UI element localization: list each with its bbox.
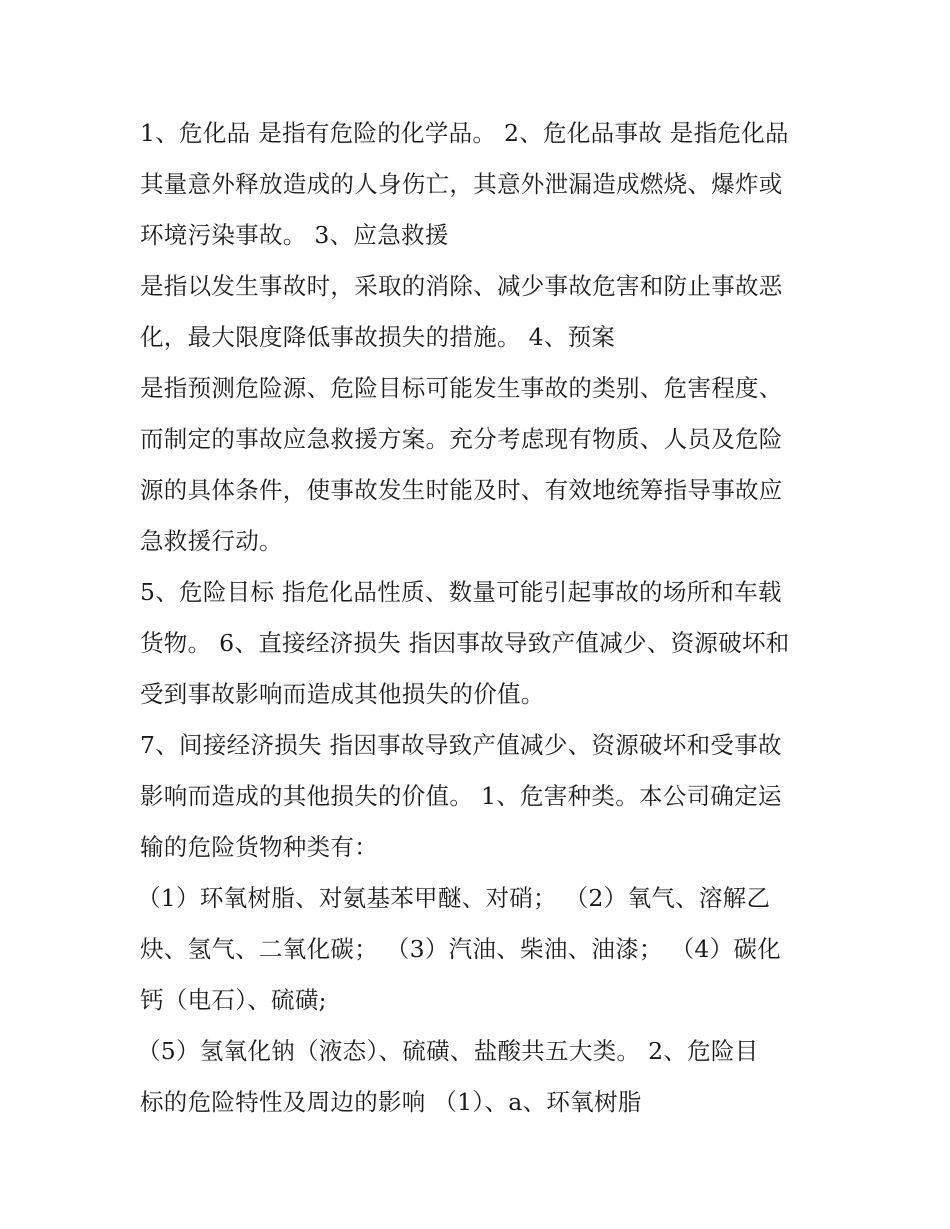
text-line: 影响而造成的其他损失的价值。 1、危害种类。本公司确定运 <box>140 782 782 810</box>
text-line: 急救援行动。 <box>140 527 283 555</box>
text-line: 是指预测危险源、危险目标可能发生事故的类别、危害程度、 <box>140 374 783 402</box>
text-line: 环境污染事故。 3、应急救援 <box>140 221 449 249</box>
text-line: 输的危险货物种类有： <box>140 833 378 861</box>
text-line: 而制定的事故应急救援方案。充分考虑现有物质、人员及危险 <box>140 425 783 453</box>
text-line: 其量意外释放造成的人身伤亡，其意外泄漏造成燃烧、爆炸或 <box>140 170 783 198</box>
text-line: 标的危险特性及周边的影响 （1）、a、环氧树脂 <box>140 1088 642 1116</box>
text-line: 是指以发生事故时，采取的消除、减少事故危害和防止事故恶 <box>140 272 783 300</box>
text-line: 7、间接经济损失 指因事故导致产值减少、资源破坏和受事故 <box>140 731 782 759</box>
text-line: 钙（电石）、硫磺; <box>140 986 327 1014</box>
text-line: 源的具体条件，使事故发生时能及时、有效地统筹指导事故应 <box>140 476 783 504</box>
document-body <box>137 108 820 1128</box>
text-line: （1）环氧树脂、对氨基苯甲醚、对硝； （2）氧气、溶解乙 <box>137 884 771 912</box>
text-line: 受到事故影响而造成其他损失的价值。 <box>140 680 545 708</box>
text-line: 化，最大限度降低事故损失的措施。 4、预案 <box>140 323 616 351</box>
text-line: 1、危化品 是指有危险的化学品。 2、危化品事故 是指危化品 <box>140 119 789 147</box>
text-line: （5）氢氧化钠（液态）、硫磺、盐酸共五大类。 2、危险目 <box>137 1037 759 1065</box>
text-line: 炔、氢气、二氧化碳； （3）汽油、柴油、油漆； （4）碳化 <box>140 935 782 963</box>
text-line: 5、危险目标 指危化品性质、数量可能引起事故的场所和车载 <box>140 578 782 606</box>
text-line: 货物。 6、直接经济损失 指因事故导致产值减少、资源破坏和 <box>140 629 790 657</box>
